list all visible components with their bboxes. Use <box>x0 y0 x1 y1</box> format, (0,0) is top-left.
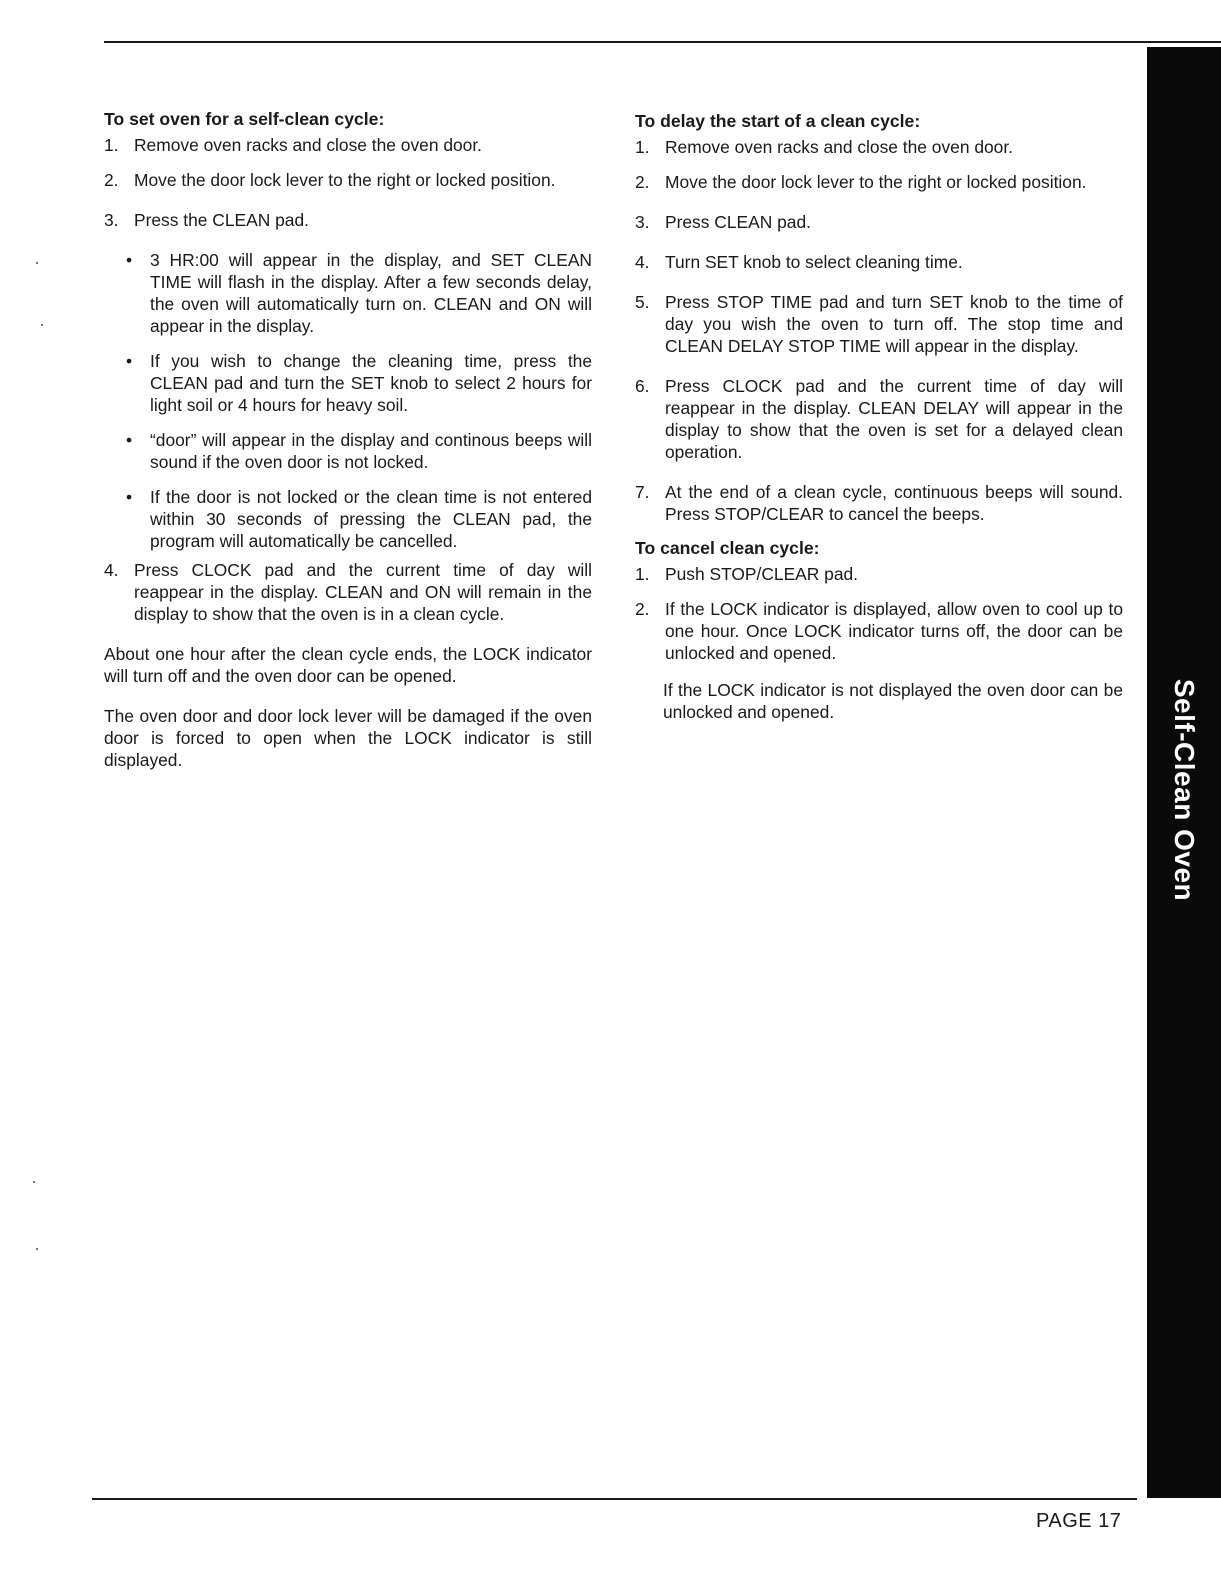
section-tab-label: Self-Clean Oven <box>1169 678 1200 902</box>
step-text: Press CLEAN pad. <box>665 212 811 232</box>
bullet-item <box>126 350 592 416</box>
bullet-text: If you wish to change the cleaning time, press the CLEAN pad and turn the SET knob to select 2 hours for light soil or 4 hours for heavy soil. <box>150 351 592 415</box>
step-number: 3. <box>104 210 119 230</box>
step-number: 4. <box>104 560 119 580</box>
bullet-text: If the door is not locked or the clean time is not entered within 30 seconds of pressing the CLEAN pad, the program will automatically be cancelled. <box>150 487 592 551</box>
scan-speck <box>33 1181 35 1183</box>
step-text: Remove oven racks and close the oven door. <box>665 137 1014 157</box>
list-item <box>635 171 1123 193</box>
list-item <box>635 251 1123 273</box>
step-number: 2. <box>635 599 650 619</box>
step-number: 6. <box>635 376 650 396</box>
bullet-icon: • <box>126 250 133 270</box>
delay-clean-heading: To delay the start of a clean cycle: <box>635 111 921 131</box>
scan-speck <box>36 1248 38 1250</box>
list-item <box>635 136 1123 158</box>
step-number: 2. <box>104 170 119 190</box>
step-text: Press CLOCK pad and the current time of day will reappear in the display. CLEAN DELAY will appear in the display to show that the oven is set for a delayed clean operation. <box>665 376 1123 462</box>
bullet-item <box>126 486 592 552</box>
list-item <box>635 375 1123 463</box>
step-number: 1. <box>104 135 119 155</box>
unlocked-door-note: If the LOCK indicator is not displayed the oven door can be unlocked and opened. <box>663 680 1123 722</box>
list-item <box>635 211 1123 233</box>
self-clean-heading: To set oven for a self-clean cycle: <box>104 109 385 129</box>
list-item <box>635 598 1123 664</box>
list-item <box>104 134 592 156</box>
step-text: If the LOCK indicator is displayed, allow oven to cool up to one hour. Once LOCK indicator turns off, the door can be unlocked and opened. <box>665 599 1123 663</box>
bullet-icon: • <box>126 351 133 371</box>
left-column <box>104 108 592 789</box>
step-number: 7. <box>635 482 650 502</box>
step-number: 1. <box>635 137 650 157</box>
step-text: At the end of a clean cycle, continuous beeps will sound. Press STOP/CLEAR to cancel the beeps. <box>665 482 1123 524</box>
bullet-item <box>126 429 592 473</box>
step-number: 5. <box>635 292 650 312</box>
bullet-icon: • <box>126 430 133 450</box>
bullet-item <box>126 249 592 337</box>
cancel-clean-heading: To cancel clean cycle: <box>635 538 820 558</box>
damage-warning: The oven door and door lock lever will be damaged if the oven door is forced to open when the LOCK indicator is still displayed. <box>104 706 592 770</box>
step-text: Press STOP TIME pad and turn SET knob to the time of day you wish the oven to turn off. The stop time and CLEAN DELAY STOP TIME will appear in the display. <box>665 292 1123 356</box>
step-text: Move the door lock lever to the right or locked position. <box>665 172 1087 192</box>
step-number: 4. <box>635 252 650 272</box>
step-number: 1. <box>635 564 650 584</box>
step-text: Press the CLEAN pad. <box>134 210 309 230</box>
right-column <box>635 110 1123 723</box>
list-item <box>635 291 1123 357</box>
list-item <box>104 559 592 625</box>
bullet-list <box>126 249 592 552</box>
page-number: PAGE 17 <box>1036 1510 1122 1532</box>
bullet-icon: • <box>126 487 133 507</box>
lock-indicator-note: About one hour after the clean cycle ends, the LOCK indicator will turn off and the oven door can be opened. <box>104 644 592 686</box>
step-text: Push STOP/CLEAR pad. <box>665 564 859 584</box>
step-text: Press CLOCK pad and the current time of day will reappear in the display. CLEAN and ON will remain in the display to show that the oven is in a clean cycle. <box>134 560 592 624</box>
scan-speck <box>41 324 43 326</box>
step-number: 2. <box>635 172 650 192</box>
list-item <box>635 563 1123 585</box>
list-item <box>104 169 592 191</box>
step-number: 3. <box>635 212 650 232</box>
scan-speck <box>36 262 38 264</box>
bullet-text: 3 HR:00 will appear in the display, and SET CLEAN TIME will flash in the display. After a few seconds delay, the oven will automatically turn on. CLEAN and ON will appear in the display. <box>150 250 592 336</box>
list-item <box>104 209 592 231</box>
step-text: Move the door lock lever to the right or locked position. <box>134 170 556 190</box>
bottom-rule <box>92 1498 1137 1500</box>
list-item <box>635 481 1123 525</box>
bullet-text: “door” will appear in the display and continous beeps will sound if the oven door is not locked. <box>150 430 592 472</box>
step-text: Turn SET knob to select cleaning time. <box>665 252 963 272</box>
top-rule <box>104 41 1221 43</box>
step-text: Remove oven racks and close the oven door. <box>134 135 483 155</box>
